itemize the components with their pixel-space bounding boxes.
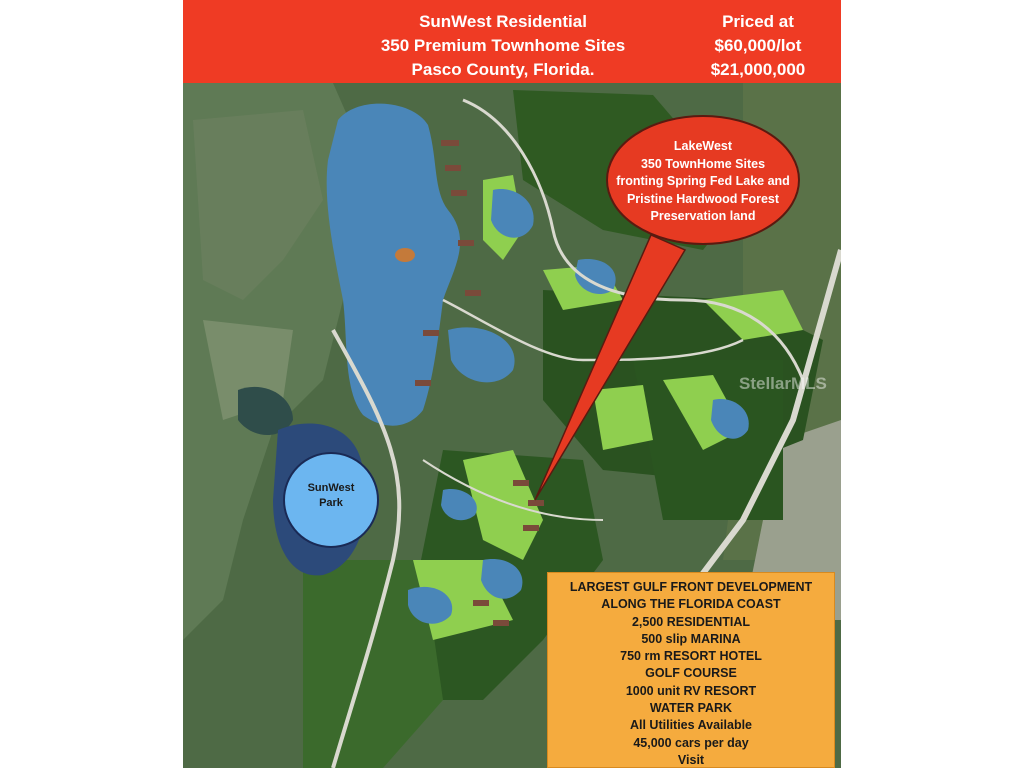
callout-line: Pristine Hardwood Forest [626, 191, 780, 206]
feature-item: 2,500 RESIDENTIAL [631, 614, 751, 629]
listing-header-banner [183, 0, 841, 83]
feature-item: Visit [677, 752, 705, 767]
townhome-block [493, 620, 509, 626]
townhome-block [513, 480, 529, 486]
townhome-block [451, 190, 467, 196]
feature-item: ALONG THE FLORIDA COAST [601, 597, 781, 612]
feature-item: WATER PARK [649, 701, 733, 716]
park-label-line: SunWest [307, 482, 355, 494]
townhome-block [528, 500, 544, 506]
callout-line: 350 TownHome Sites [640, 156, 766, 171]
pricing-block [683, 10, 833, 82]
townhome-block [523, 525, 539, 531]
listing-title-block [333, 10, 673, 82]
feature-item: 1000 unit RV RESORT [625, 683, 757, 698]
mls-watermark: StellarMLS [739, 374, 827, 393]
price-per-lot: $60,000/lot [714, 36, 802, 55]
price-total: $21,000,000 [710, 60, 806, 79]
aerial-site-map [183, 0, 841, 768]
townhome-block [473, 600, 489, 606]
feature-item: LARGEST GULF FRONT DEVELOPMENT [569, 580, 813, 594]
features-list [548, 579, 834, 768]
marina-pier [395, 248, 415, 262]
site-count: 350 Premium Townhome Sites [380, 36, 626, 55]
development-name: SunWest Residential [419, 12, 587, 31]
feature-item: 500 slip MARINA [641, 631, 741, 646]
townhome-block [465, 290, 481, 296]
townhome-block [445, 165, 461, 171]
feature-item: 45,000 cars per day [633, 735, 749, 750]
callout-line: Preservation land [650, 209, 756, 223]
callout-line: fronting Spring Fed Lake and [616, 174, 790, 188]
feature-item: All Utilities Available [629, 718, 753, 733]
lakewest-callout [608, 138, 798, 226]
park-label-line: Park [319, 497, 343, 509]
townhome-block [458, 240, 474, 246]
townhome-block [423, 330, 439, 336]
townhome-block [441, 140, 459, 146]
golf-fairway-4 [593, 385, 653, 450]
location: Pasco County, Florida. [411, 60, 595, 79]
callout-line: LakeWest [673, 139, 733, 153]
price-label: Priced at [722, 12, 794, 31]
townhome-block [415, 380, 431, 386]
feature-item: GOLF COURSE [645, 666, 737, 681]
feature-item: 750 rm RESORT HOTEL [620, 649, 762, 664]
sunwest-park-label [283, 481, 379, 511]
development-features-box [547, 572, 835, 768]
